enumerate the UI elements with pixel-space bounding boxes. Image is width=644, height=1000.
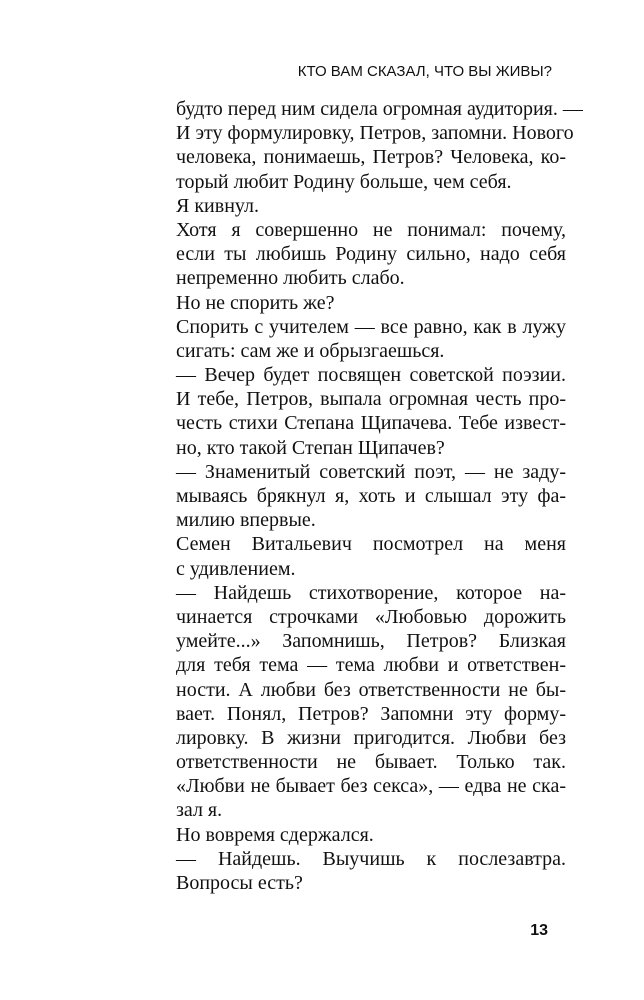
text-line: лировку. В жизни пригодится. Любви без — [176, 726, 566, 749]
page-number: 13 — [530, 922, 548, 939]
text-line: торый любит Родину больше, чем себя. — [176, 170, 512, 193]
text-line: И тебе, Петров, выпала огромная честь про- — [176, 388, 566, 411]
text-line: чинается строчками «Любовью дорожить — [176, 605, 566, 628]
text-line: «Любви не бывает без секса», — едва не ска- — [176, 775, 566, 798]
text-line: с удивлением. — [176, 557, 296, 580]
text-line: для тебя тема — тема любви и ответствен- — [176, 654, 566, 677]
text-line: будто перед ним сидела огромная аудитория. — — [176, 98, 583, 120]
text-line: — Найдешь стихотворение, которое на- — [176, 581, 566, 604]
text-line: — Знаменитый советский поэт, — не заду- — [176, 460, 566, 483]
text-line: умейте...» Запомнишь, Петров? Близкая — [176, 630, 566, 653]
text-line: Но вовремя сдержался. — [176, 823, 374, 846]
text-line: Но не спорить же? — [176, 291, 335, 314]
text-line: Семен Витальевич посмотрел на меня — [176, 533, 566, 556]
text-line: Спорить с учителем — все равно, как в лужу — [176, 315, 566, 338]
text-line: вает. Понял, Петров? Запомни эту форму- — [176, 702, 566, 725]
running-head: КТО ВАМ СКАЗАЛ, ЧТО ВЫ ЖИВЫ? — [297, 63, 552, 80]
text-line: — Вечер будет посвящен советской поэзии. — [176, 364, 566, 387]
text-line: милию впервые. — [176, 509, 316, 532]
text-line: Хотя я совершенно не понимал: почему, — [176, 218, 566, 241]
text-line: но, кто такой Степан Щипачев? — [176, 436, 445, 459]
text-line: честь стихи Степана Щипачева. Тебе извест- — [176, 412, 566, 435]
text-line: Вопросы есть? — [176, 872, 303, 894]
text-line: мываясь брякнул я, хоть и слышал эту фа- — [176, 485, 566, 507]
text-line: — Найдешь. Выучишь к послезавтра. — [176, 847, 566, 870]
text-line: ности. А любви без ответственности не бы- — [176, 678, 566, 701]
text-line: ответственности не бывает. Только так. — [176, 751, 566, 774]
text-line: Я кивнул. — [176, 194, 260, 217]
text-line: сигать: сам же и обрызгаешься. — [176, 339, 445, 362]
text-line: непременно любить слабо. — [176, 267, 405, 290]
text-line: человека, понимаешь, Петров? Человека, ко- — [176, 146, 566, 169]
text-line: зал я. — [176, 799, 223, 822]
body-text — [176, 97, 583, 895]
text-line: И эту формулировку, Петров, запомни. Нового — [176, 122, 574, 145]
text-line: если ты любишь Родину сильно, надо себя — [176, 243, 566, 266]
